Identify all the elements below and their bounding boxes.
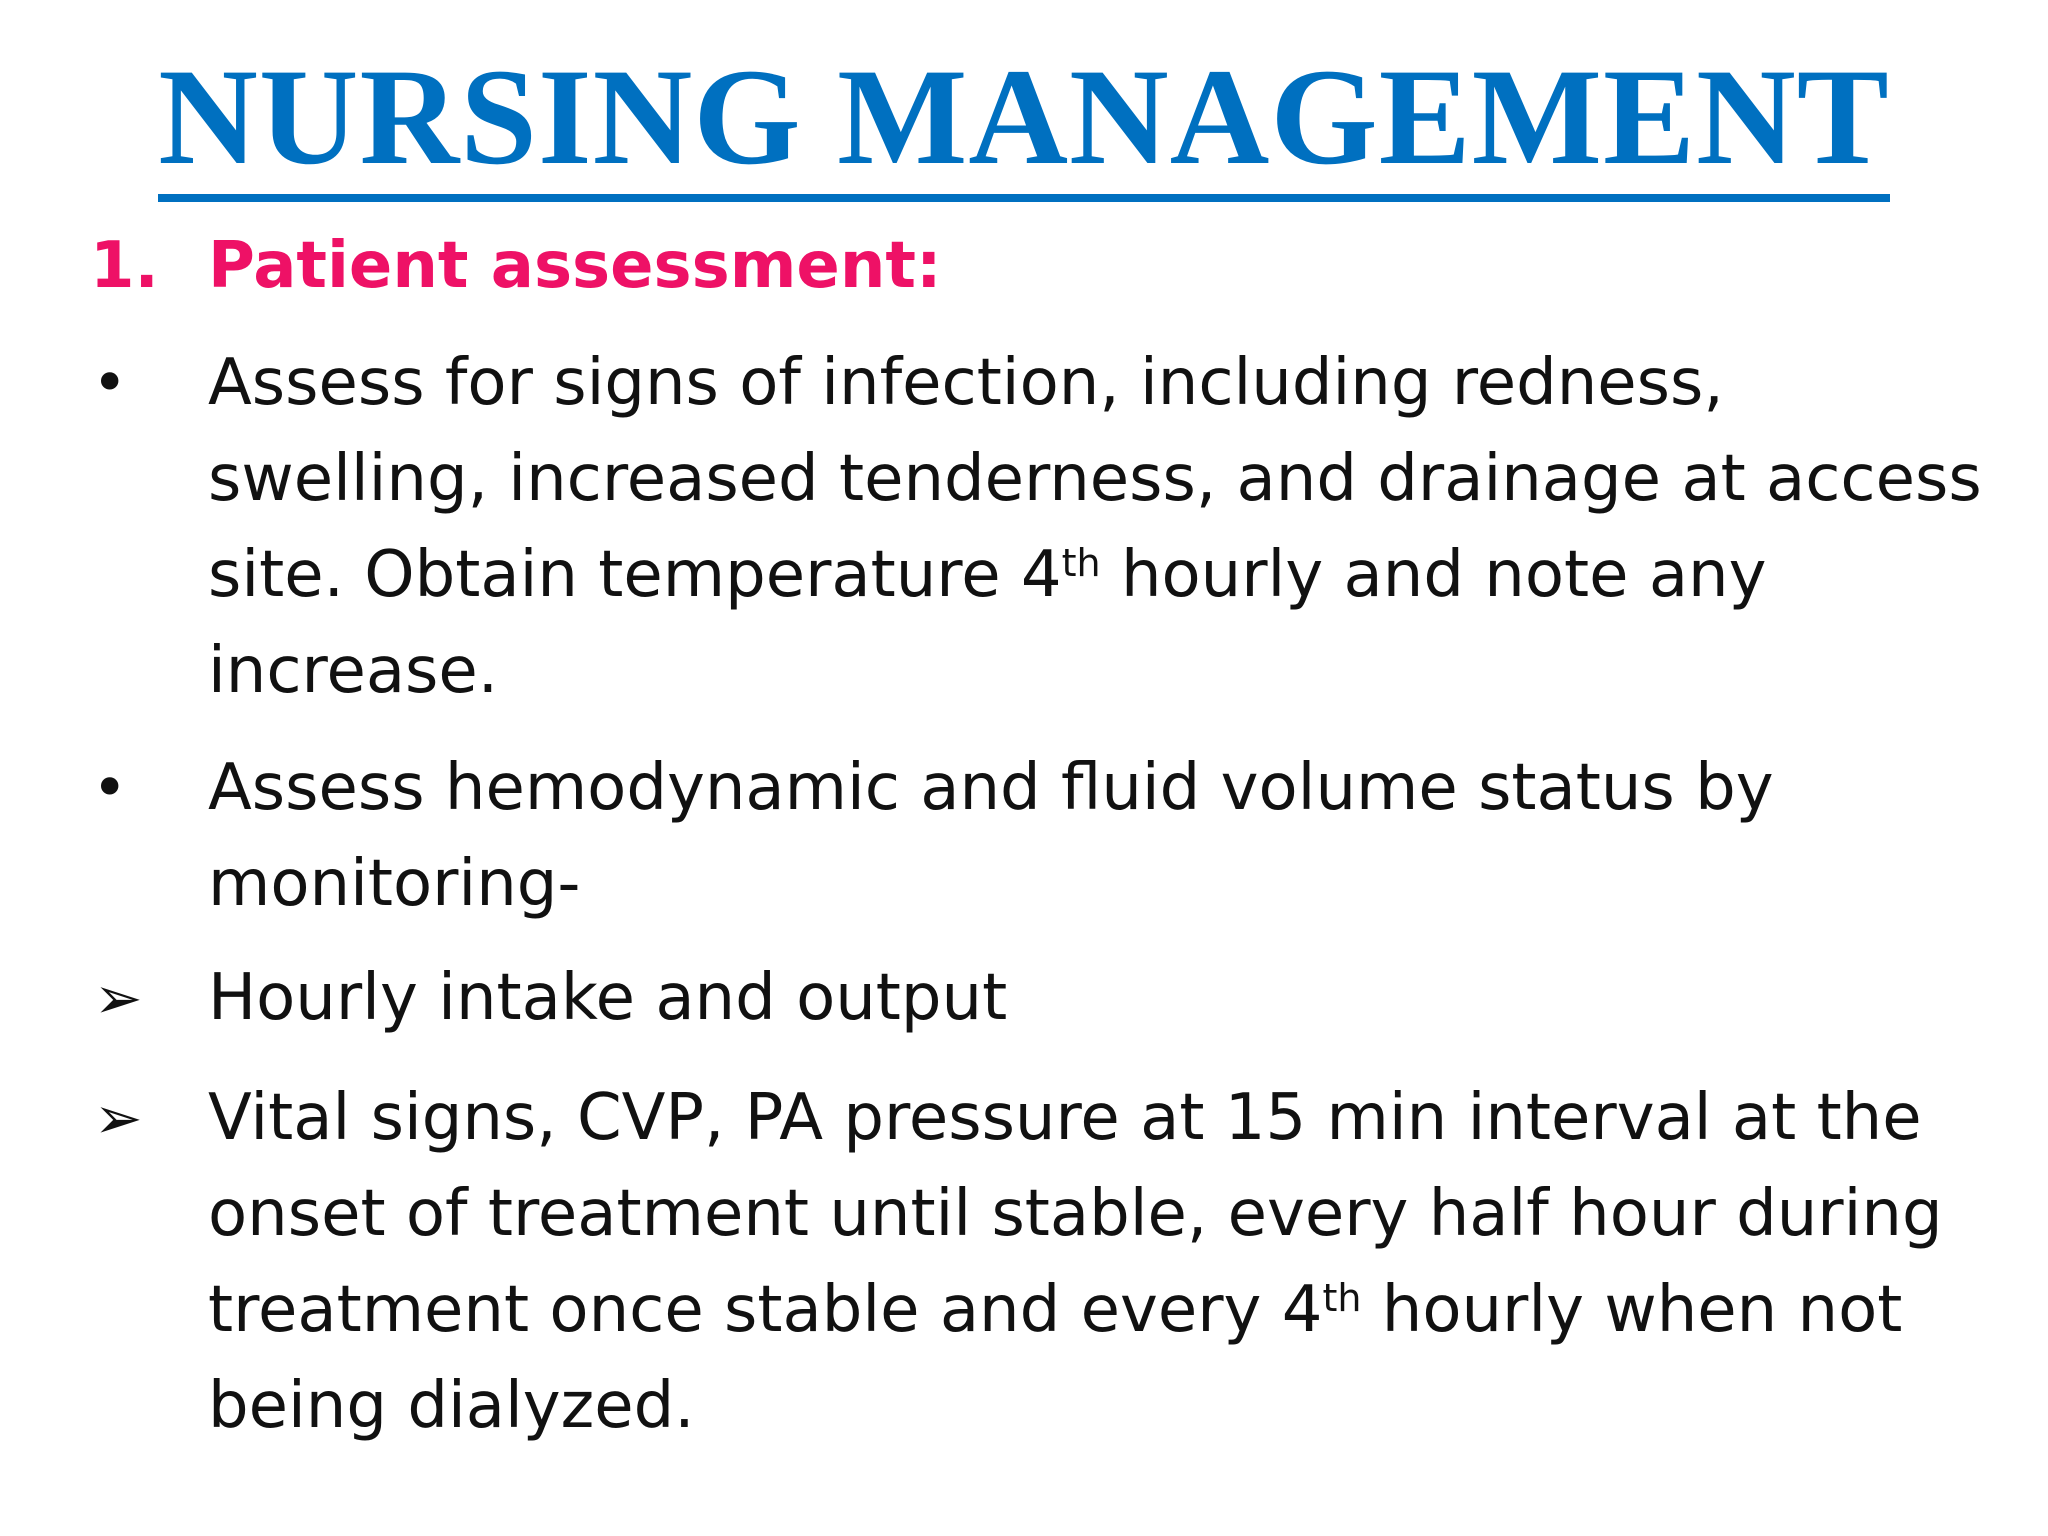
section-heading-text: Patient assessment:: [208, 229, 942, 303]
list-item-text: Hourly intake and output: [208, 961, 1008, 1035]
arrow-bullet-icon: ➢: [94, 1084, 143, 1152]
superscript: th: [1061, 540, 1101, 585]
superscript: th: [1322, 1275, 1362, 1320]
list-item-text: Vital signs, CVP, PA pressure at 15 min interval at the onset of treatment until stable, every half hour during treatment once stable and every 4th hourly when not being dialyzed.: [208, 1081, 1943, 1443]
bullet-icon: •: [92, 753, 128, 823]
slide-title: [0, 40, 2048, 202]
section-heading: [90, 228, 942, 305]
list-item-text: Assess for signs of infection, including redness, swelling, increased tenderness, and drainage at access site. Obtain temperature 4th hourly and note any increase.: [208, 346, 1982, 708]
list-item-text: Assess hemodynamic and fluid volume status by monitoring-: [208, 751, 1774, 921]
slide-title-text: NURSING MANAGEMENT: [158, 48, 1890, 202]
section-number: 1.: [90, 229, 159, 303]
list-item-vital-signs: [90, 1070, 2010, 1454]
arrow-bullet-icon: ➢: [94, 964, 143, 1032]
list-item-hemodynamic: [90, 740, 2010, 932]
list-item-infection: [90, 335, 2010, 719]
list-item-intake-output: [90, 950, 2010, 1046]
bullet-icon: •: [92, 348, 128, 418]
